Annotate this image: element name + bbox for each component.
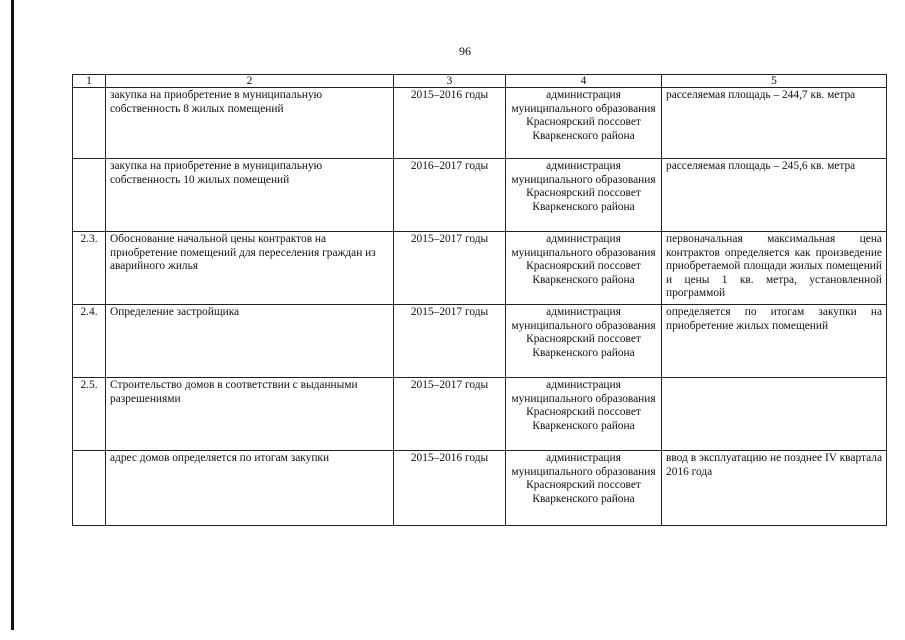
executor-cell: администрация муниципального образования Красноярский поссовет Кваркенского района — [506, 88, 662, 159]
table-row — [73, 159, 887, 232]
row-number — [73, 451, 106, 526]
result-cell: первоначальная максимальная цена контрактов определяется как произведение приобретаемой площади жилых помещений и цены 1 кв. метра, установленной программой — [662, 232, 887, 305]
activity-cell: Обоснование начальной цены контрактов на приобретение помещений для переселения граждан из аварийного жилья — [106, 232, 394, 305]
page-number: 96 — [459, 44, 471, 58]
header-col-2: 2 — [106, 75, 394, 88]
table-row — [73, 305, 887, 378]
header-col-3: 3 — [394, 75, 506, 88]
table-row — [73, 451, 887, 526]
period-cell: 2015–2016 годы — [394, 451, 506, 526]
header-col-1: 1 — [73, 75, 106, 88]
table-row — [73, 378, 887, 451]
binding-edge-line — [11, 0, 14, 630]
activity-cell: Строительство домов в соответствии с выданными разрешениями — [106, 378, 394, 451]
row-number: 2.4. — [73, 305, 106, 378]
row-number — [73, 88, 106, 159]
executor-cell: администрация муниципального образования Красноярский поссовет Кваркенского района — [506, 305, 662, 378]
period-cell: 2015–2017 годы — [394, 232, 506, 305]
table-row — [73, 232, 887, 305]
header-col-4: 4 — [506, 75, 662, 88]
result-cell: ввод в эксплуатацию не позднее IV квартала 2016 года — [662, 451, 887, 526]
activity-cell: закупка на приобретение в муниципальную собственность 8 жилых помещений — [106, 88, 394, 159]
executor-cell: администрация муниципального образования Красноярский поссовет Кваркенского района — [506, 451, 662, 526]
result-cell: определяется по итогам закупки на приобретение жилых помещений — [662, 305, 887, 378]
result-cell: расселяемая площадь – 244,7 кв. метра — [662, 88, 887, 159]
row-number: 2.3. — [73, 232, 106, 305]
period-cell: 2015–2017 годы — [394, 378, 506, 451]
executor-cell: администрация муниципального образования Красноярский поссовет Кваркенского района — [506, 378, 662, 451]
period-cell: 2015–2017 годы — [394, 305, 506, 378]
table-header-row — [73, 75, 887, 88]
row-number — [73, 159, 106, 232]
activity-cell: адрес домов определяется по итогам закупки — [106, 451, 394, 526]
row-number: 2.5. — [73, 378, 106, 451]
result-cell — [662, 378, 887, 451]
table-row — [73, 88, 887, 159]
result-cell: расселяемая площадь – 245,6 кв. метра — [662, 159, 887, 232]
executor-cell: администрация муниципального образования Красноярский поссовет Кваркенского района — [506, 159, 662, 232]
activity-cell: Определение застройщика — [106, 305, 394, 378]
measures-table — [72, 74, 887, 526]
header-col-5: 5 — [662, 75, 887, 88]
period-cell: 2015–2016 годы — [394, 88, 506, 159]
activity-cell: закупка на приобретение в муниципальную собственность 10 жилых помещений — [106, 159, 394, 232]
executor-cell: администрация муниципального образования Красноярский поссовет Кваркенского района — [506, 232, 662, 305]
period-cell: 2016–2017 годы — [394, 159, 506, 232]
